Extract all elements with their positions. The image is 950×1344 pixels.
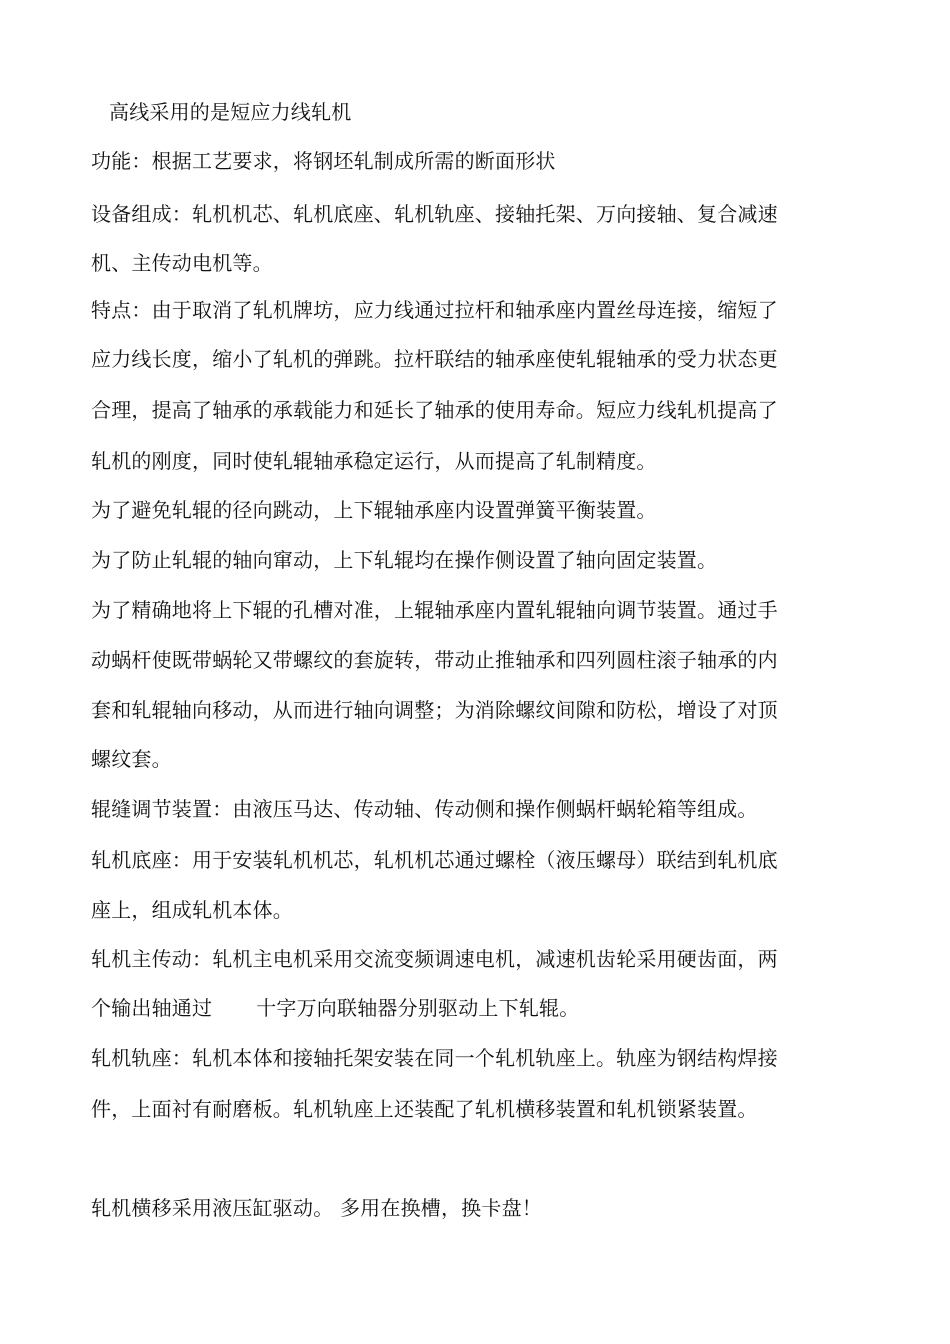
paragraph-line xyxy=(91,996,861,1020)
paragraph-line: 辊缝调节装置：由液压马达、传动轴、传动侧和操作侧蜗杆蜗轮箱等组成。 xyxy=(91,797,758,821)
paragraph-line: 应力线长度，缩小了轧机的弹跳。拉杆联结的轴承座使轧辊轴承的受力状态更 xyxy=(91,347,778,371)
paragraph-line: 轧机主传动：轧机主电机采用交流变频调速电机，减速机齿轮采用硬齿面，两 xyxy=(91,947,778,971)
paragraph-line: 轧机底座：用于安装轧机机芯，轧机机芯通过螺栓（液压螺母）联结到轧机底 xyxy=(91,848,778,872)
paragraph-line: 功能：根据工艺要求，将钢坯轧制成所需的断面形状 xyxy=(91,149,556,173)
paragraph-line: 特点：由于取消了轧机牌坊，应力线通过拉杆和轴承座内置丝母连接，缩短了 xyxy=(91,298,778,322)
paragraph-line: 轧机的刚度，同时使轧辊轴承稳定运行，从而提高了轧制精度。 xyxy=(91,449,657,473)
line-segment: 多用在换槽，换卡盘！ xyxy=(339,1196,542,1220)
line-segment: 轧机横移采用液压缸驱动。 xyxy=(91,1196,334,1220)
line-segment: 十字万向联轴器分别驱动上下轧辊。 xyxy=(256,996,580,1020)
document-heading: 高线采用的是短应力线轧机 xyxy=(109,100,352,124)
paragraph-line: 为了避免轧辊的径向跳动，上下辊轴承座内设置弹簧平衡装置。 xyxy=(91,498,657,522)
paragraph-line: 机、主传动电机等。 xyxy=(91,251,273,275)
line-segment: 个输出轴通过 xyxy=(91,996,213,1020)
paragraph-line xyxy=(91,1196,861,1220)
paragraph-line: 设备组成：轧机机芯、轧机底座、轧机轨座、接轴托架、万向接轴、复合减速 xyxy=(91,202,778,226)
paragraph-line: 动蜗杆使既带蜗轮又带螺纹的套旋转，带动止推轴承和四列圆柱滚子轴承的内 xyxy=(91,648,778,672)
paragraph-line: 件，上面衬有耐磨板。轧机轨座上还装配了轧机横移装置和轧机锁紧装置。 xyxy=(91,1097,758,1121)
paragraph-line: 为了精确地将上下辊的孔槽对准，上辊轴承座内置轧辊轴向调节装置。通过手 xyxy=(91,598,778,622)
paragraph-line: 套和轧辊轴向移动，从而进行轴向调整；为消除螺纹间隙和防松，增设了对顶 xyxy=(91,698,778,722)
paragraph-line: 合理，提高了轴承的承载能力和延长了轴承的使用寿命。短应力线轧机提高了 xyxy=(91,398,778,422)
paragraph-line: 座上，组成轧机本体。 xyxy=(91,898,293,922)
paragraph-line: 螺纹套。 xyxy=(91,747,172,771)
paragraph-line: 轧机轨座：轧机本体和接轴托架安装在同一个轧机轨座上。轨座为钢结构焊接 xyxy=(91,1046,778,1070)
paragraph-line: 为了防止轧辊的轴向窜动，上下轧辊均在操作侧设置了轴向固定装置。 xyxy=(91,548,718,572)
